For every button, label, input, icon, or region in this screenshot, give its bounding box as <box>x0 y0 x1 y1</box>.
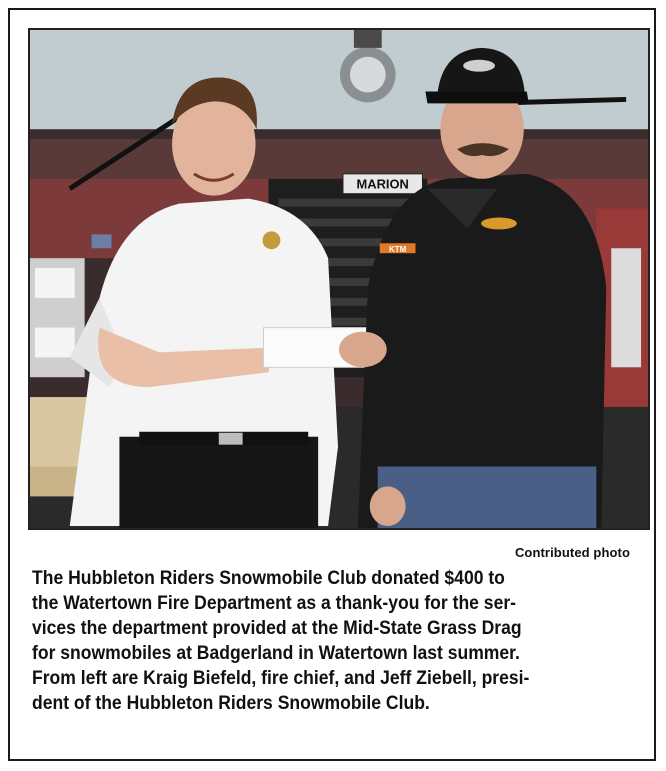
caption-line: From left are Kraig Biefeld, fire chief, and Jeff Ziebell, presi- <box>32 667 530 689</box>
photo-credit: Contributed photo <box>514 545 630 560</box>
news-photo <box>28 28 650 530</box>
photo-caption <box>32 566 649 716</box>
jacket-logo-text: KTM <box>389 245 407 255</box>
truck-badge-text: MARION <box>356 176 409 192</box>
caption-line: The Hubbleton Riders Snowmobile Club donated $400 to <box>32 567 505 589</box>
caption-line: for snowmobiles at Badgerland in Watertown last summer. <box>32 642 520 664</box>
photo-illustration <box>30 30 648 528</box>
clipping-frame <box>8 8 656 761</box>
caption-line: the Watertown Fire Department as a thank-you for the ser- <box>32 592 517 614</box>
caption-line: vices the department provided at the Mid-State Grass Drag <box>32 617 522 639</box>
caption-line: dent of the Hubbleton Riders Snowmobile Club. <box>32 692 430 714</box>
